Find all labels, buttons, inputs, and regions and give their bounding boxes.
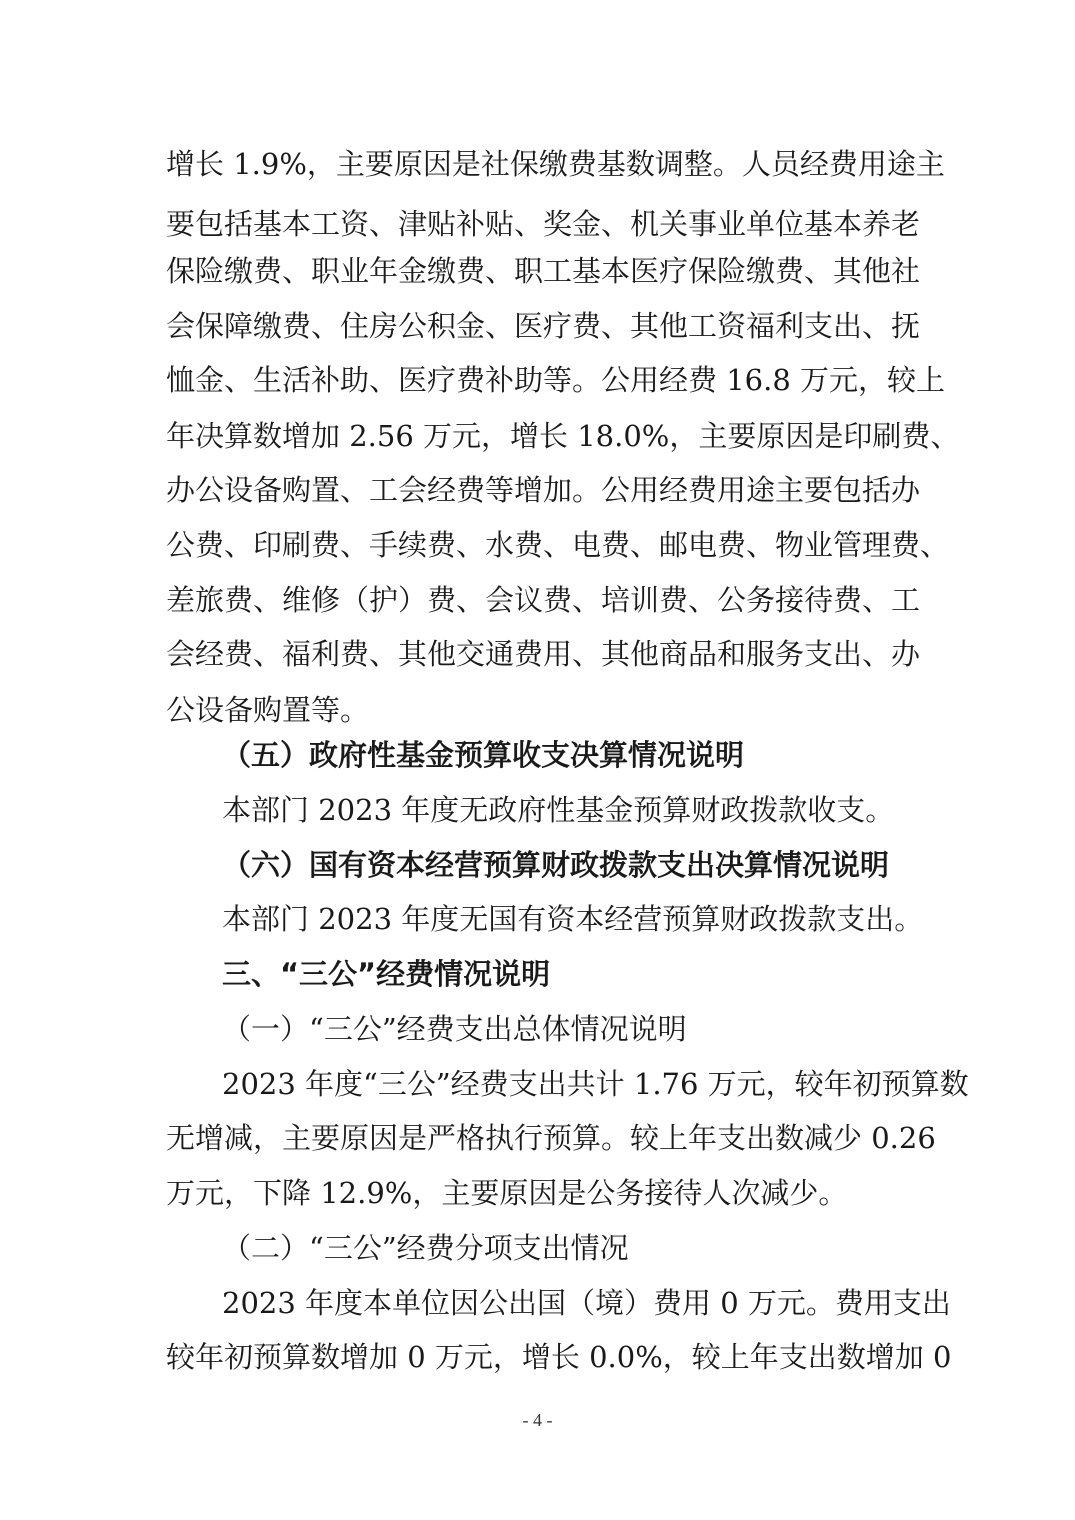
body-text-line: 保险缴费、职业年金缴费、职工基本医疗保险缴费、其他社	[166, 254, 921, 288]
subsection-heading-2: （二）“三公”经费分项支出情况	[222, 1231, 629, 1265]
body-text-line: 差旅费、维修（护）费、会议费、培训费、公务接待费、工	[166, 583, 921, 617]
body-text-line: 恤金、生活补助、医疗费补助等。公用经费 16.8 万元，较上	[166, 363, 946, 397]
body-text-line: 2023 年度本单位因公出国（境）费用 0 万元。费用支出	[222, 1286, 951, 1320]
body-text-line: 会经费、福利费、其他交通费用、其他商品和服务支出、办	[166, 637, 921, 671]
body-text-line: 年决算数增加 2.56 万元，增长 18.0%，主要原因是印刷费、	[166, 419, 960, 453]
body-text-line: 本部门 2023 年度无政府性基金预算财政拨款收支。	[222, 793, 895, 827]
body-text-line: 公费、印刷费、手续费、水费、电费、邮电费、物业管理费、	[166, 528, 950, 562]
body-text-line: 万元，下降 12.9%，主要原因是公务接待人次减少。	[166, 1176, 848, 1210]
body-text-line: 较年初预算数增加 0 万元，增长 0.0%，较上年支出数增加 0	[166, 1340, 952, 1374]
body-text-line: 增长 1.9%，主要原因是社保缴费基数调整。人员经费用途主	[166, 147, 945, 181]
body-text-line: 本部门 2023 年度无国有资本经营预算财政拨款支出。	[222, 902, 924, 936]
section-heading-6: （六）国有资本经营预算财政拨款支出决算情况说明	[222, 848, 890, 882]
body-text-line: 无增减，主要原因是严格执行预算。较上年支出数减少 0.26	[166, 1121, 936, 1155]
body-text-line: 2023 年度“三公”经费支出共计 1.76 万元，较年初预算数	[222, 1067, 969, 1101]
subsection-heading-1: （一）“三公”经费支出总体情况说明	[222, 1012, 687, 1046]
section-heading-5: （五）政府性基金预算收支决算情况说明	[222, 738, 745, 772]
page-number: - 4 -	[522, 1410, 553, 1430]
body-text-line: 公设备购置等。	[166, 693, 370, 727]
body-text-line: 要包括基本工资、津贴补贴、奖金、机关事业单位基本养老	[166, 207, 921, 241]
section-heading-3: 三、“三公”经费情况说明	[222, 957, 551, 991]
body-text-line: 会保障缴费、住房公积金、医疗费、其他工资福利支出、抚	[166, 309, 921, 343]
body-text-line: 办公设备购置、工会经费等增加。公用经费用途主要包括办	[166, 473, 921, 507]
